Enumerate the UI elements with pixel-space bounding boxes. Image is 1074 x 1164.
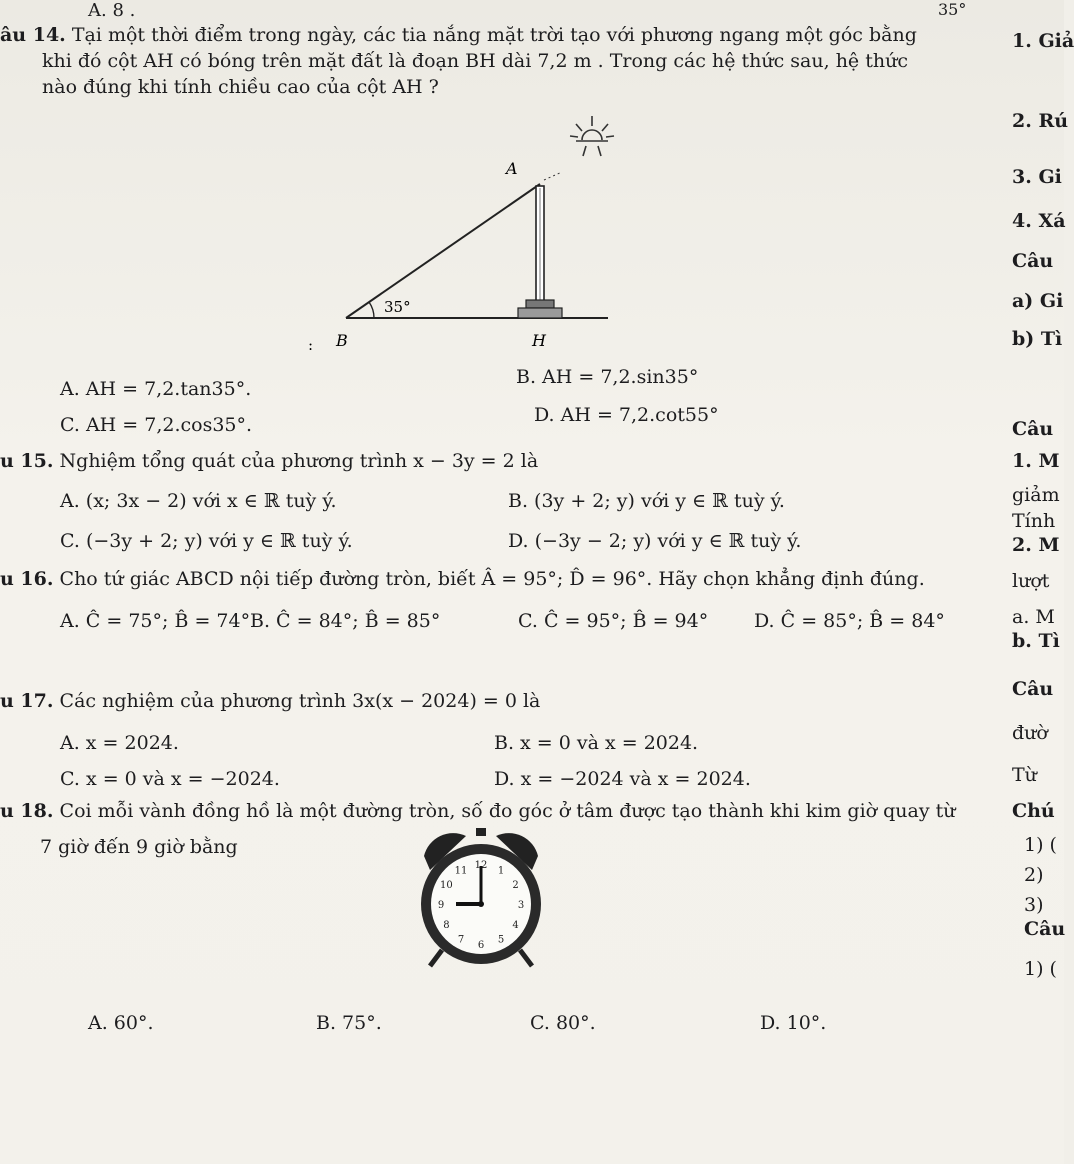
q16-option-b[interactable]: B. Ĉ = 84°; B̂ = 85°: [250, 610, 441, 632]
clock-number: 4: [512, 920, 519, 931]
clock-leg-left: [430, 950, 442, 966]
question-14-text-1: Tại một thời điểm trong ngày, các tia nắng mặt trời tạo với phương ngang một góc bằng: [71, 24, 917, 46]
top-right-angle: 35°: [938, 0, 967, 19]
question-14-line3: nào đúng khi tính chiều cao của cột AH ?: [42, 76, 439, 98]
q15-option-c[interactable]: C. (−3y + 2; y) với y ∈ ℝ tuỳ ý.: [60, 530, 353, 552]
right-col-16: đườ: [1012, 722, 1048, 744]
right-col-11: 2. M: [1012, 534, 1060, 556]
label-angle: 35°: [384, 298, 411, 316]
q17-option-b[interactable]: B. x = 0 và x = 2024.: [494, 732, 699, 754]
q18-option-b[interactable]: B. 75°.: [316, 1012, 382, 1034]
question-18-line2: 7 giờ đến 9 giờ bằng: [40, 836, 238, 858]
right-col-5: a) Gi: [1012, 290, 1064, 312]
question-15: [0, 450, 538, 472]
prev-option-a: A. 8 .: [88, 0, 136, 21]
right-col-2: 3. Gi: [1012, 166, 1062, 188]
right-col-1: 2. Rú: [1012, 110, 1069, 132]
right-col-13: a. M: [1012, 606, 1055, 628]
q17-option-d[interactable]: D. x = −2024 và x = 2024.: [494, 768, 751, 790]
question-18-number: u 18.: [0, 800, 54, 822]
clock-number: 5: [497, 934, 505, 946]
right-col-19: 1) (: [1024, 834, 1057, 856]
q15-option-a[interactable]: A. (x; 3x − 2) với x ∈ ℝ tuỳ ý.: [60, 490, 337, 512]
clock-leg-right: [520, 950, 532, 966]
right-col-6: b) Tì: [1012, 328, 1063, 350]
right-col-22: Câu: [1024, 918, 1066, 940]
question-14-number: âu 14.: [0, 24, 66, 46]
q14-option-d[interactable]: D. AH = 7,2.cot55°: [534, 404, 719, 426]
q17-option-c[interactable]: C. x = 0 và x = −2024.: [60, 768, 280, 790]
question-16-text: Cho tứ giác ABCD nội tiếp đường tròn, biết Â = 95°; D̂ = 96°. Hãy chọn khẳng định đúng.: [59, 568, 925, 590]
q18-option-a[interactable]: A. 60°.: [88, 1012, 154, 1034]
right-col-12: lượt: [1012, 570, 1050, 592]
q16-option-a[interactable]: A. Ĉ = 75°; B̂ = 74°: [60, 610, 251, 632]
right-col-15: Câu: [1012, 678, 1054, 700]
right-col-21: 3): [1024, 894, 1044, 916]
q15-option-d[interactable]: D. (−3y − 2; y) với y ∈ ℝ tuỳ ý.: [508, 530, 802, 552]
right-col-23: 1) (: [1024, 958, 1057, 980]
clock-number: 10: [440, 880, 453, 891]
question-18-text-1: Coi mỗi vành đồng hồ là một đường tròn, số đo góc ở tâm được tạo thành khi kim giờ quay từ: [59, 800, 956, 822]
clock-number: 2: [512, 880, 519, 891]
clock-number: 1: [497, 865, 505, 877]
sun-pole-figure: [300, 110, 640, 354]
clock-number: 6: [477, 940, 485, 951]
question-18-line1: [0, 800, 956, 822]
right-col-9: giảm: [1012, 484, 1060, 506]
angle-arc: [369, 302, 374, 318]
label-h: H: [532, 331, 546, 350]
clock-number: 11: [454, 865, 468, 877]
question-17-text: Các nghiệm của phương trình 3x(x − 2024) = 0 là: [59, 690, 541, 712]
clock-number: 9: [437, 900, 445, 911]
question-17: [0, 690, 540, 712]
q16-option-c[interactable]: C. Ĉ = 95°; B̂ = 94°: [518, 610, 709, 632]
q18-option-c[interactable]: C. 80°.: [530, 1012, 596, 1034]
label-b: B: [336, 331, 348, 350]
q18-option-d[interactable]: D. 10°.: [760, 1012, 827, 1034]
clock-number: 12: [474, 860, 488, 871]
sun-icon: [570, 116, 614, 156]
sun-ray: [544, 172, 562, 180]
right-col-14: b. Tì: [1012, 630, 1060, 652]
q15-option-b[interactable]: B. (3y + 2; y) với y ∈ ℝ tuỳ ý.: [508, 490, 785, 512]
alarm-handle: [476, 828, 486, 836]
clock-number: 3: [517, 900, 525, 911]
q16-option-d[interactable]: D. Ĉ = 85°; B̂ = 84°: [754, 610, 945, 632]
clock-number: 8: [443, 920, 450, 931]
label-a: A: [506, 159, 518, 178]
question-14-line1: [0, 24, 917, 46]
right-col-10: Tính: [1012, 510, 1056, 532]
q14-option-b[interactable]: B. AH = 7,2.sin35°: [516, 366, 699, 388]
stray-colon: :: [308, 336, 314, 354]
q17-option-a[interactable]: A. x = 2024.: [60, 732, 179, 754]
shadow-ray-line: [346, 184, 540, 318]
question-15-text: Nghiệm tổng quát của phương trình x − 3y = 2 là: [59, 450, 539, 472]
alarm-clock-figure: [396, 822, 566, 972]
clock-center: [478, 901, 484, 907]
right-col-3: 4. Xá: [1012, 210, 1066, 232]
question-14-line2: khi đó cột AH có bóng trên mặt đất là đoạn BH dài 7,2 m . Trong các hệ thức sau, hệ thức: [42, 50, 908, 72]
right-col-8: 1. M: [1012, 450, 1060, 472]
right-col-17: Từ: [1012, 764, 1037, 786]
question-16-number: u 16.: [0, 568, 54, 590]
right-col-18: Chú: [1012, 800, 1055, 822]
pole-base-top: [526, 300, 554, 308]
question-16: [0, 568, 925, 590]
question-17-number: u 17.: [0, 690, 54, 712]
clock-number: 7: [457, 934, 465, 946]
right-col-0: 1. Giả: [1012, 30, 1074, 52]
right-col-7: Câu: [1012, 418, 1054, 440]
q14-option-c[interactable]: C. AH = 7,2.cos35°.: [60, 414, 253, 436]
pole-base-bottom: [518, 308, 562, 318]
right-col-4: Câu: [1012, 250, 1054, 272]
q14-option-a[interactable]: A. AH = 7,2.tan35°.: [60, 378, 252, 400]
right-col-20: 2): [1024, 864, 1044, 886]
question-15-number: u 15.: [0, 450, 54, 472]
